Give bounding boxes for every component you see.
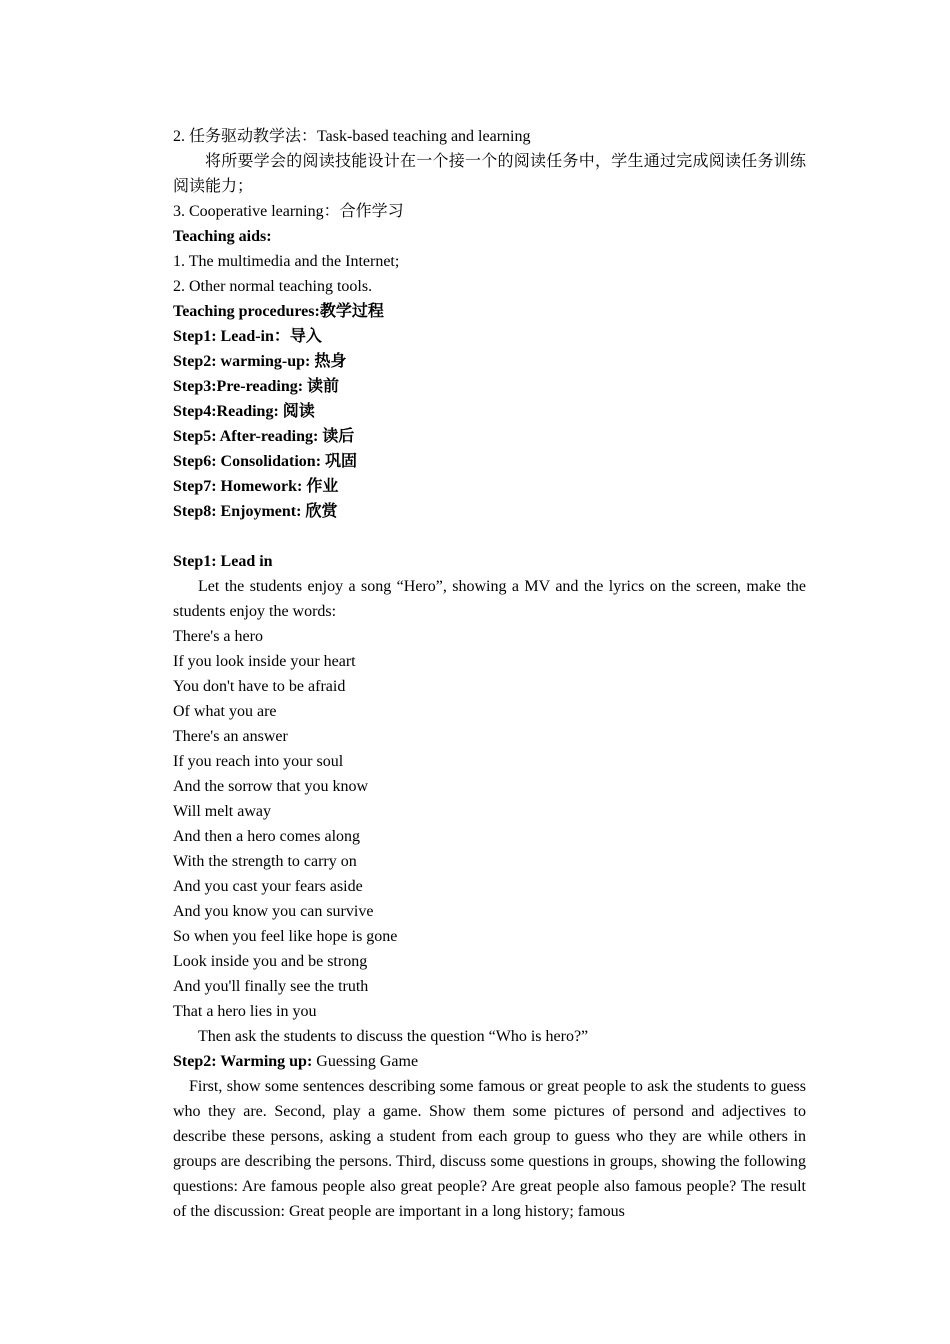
method-2-title: 2. 任务驱动教学法：Task-based teaching and learning	[173, 128, 531, 145]
lyric-line: There's an answer	[173, 728, 288, 745]
lyric-line: You don't have to be afraid	[173, 678, 346, 695]
procedure-step: Step4:Reading: 阅读	[173, 403, 315, 420]
lyric-line: And you know you can survive	[173, 903, 374, 920]
lyric-line: There's a hero	[173, 628, 263, 645]
method-3-title: 3. Cooperative learning：合作学习	[173, 203, 404, 220]
procedure-step: Step8: Enjoyment: 欣赏	[173, 503, 338, 520]
step1-heading: Step1: Lead in	[173, 553, 273, 570]
lyric-line: And the sorrow that you know	[173, 778, 369, 795]
step1-outro: Then ask the students to discuss the question “Who is hero?”	[198, 1028, 589, 1045]
teaching-procedures-heading: Teaching procedures:教学过程	[173, 303, 384, 320]
lyric-line: Of what you are	[173, 703, 277, 720]
lyric-line: And you'll finally see the truth	[173, 978, 369, 995]
procedure-step: Step1: Lead-in：导入	[173, 328, 322, 345]
spacer	[173, 524, 806, 549]
lyric-line: And then a hero comes along	[173, 828, 361, 845]
procedure-step: Step3:Pre-reading: 读前	[173, 378, 340, 395]
lyric-line: And you cast your fears aside	[173, 878, 363, 895]
step2-heading-line	[173, 1049, 806, 1074]
procedure-step: Step2: warming-up: 热身	[173, 353, 347, 370]
step2-body: First, show some sentences describing some famous or great people to ask the students to guess who they are. Second, play a game. Show them some pictures of persond and adjectives to describe these persons, asking a student from each group to guess who they are while others in groups are describing the persons. Third, discuss some questions in groups, showing the following questions: Are famous people also great people? Are great people also famous people? The result of the discussion: Great people are important in a long history; famous	[173, 1078, 806, 1220]
document-page	[173, 124, 806, 1224]
lyric-line: Look inside you and be strong	[173, 953, 368, 970]
lyric-line: With the strength to carry on	[173, 853, 357, 870]
procedure-step: Step7: Homework: 作业	[173, 478, 339, 495]
lyric-line: Will melt away	[173, 803, 271, 820]
step1-intro: Let the students enjoy a song “Hero”, showing a MV and the lyrics on the screen, make the students enjoy the words:	[173, 578, 806, 620]
teaching-aids-heading: Teaching aids:	[173, 228, 272, 245]
lyric-line: If you reach into your soul	[173, 753, 344, 770]
teaching-aid-item: 2. Other normal teaching tools.	[173, 278, 373, 295]
procedure-step: Step6: Consolidation: 巩固	[173, 453, 358, 470]
lyric-line: That a hero lies in you	[173, 1003, 317, 1020]
step2-heading: Step2: Warming up:	[173, 1053, 313, 1070]
lyric-line: If you look inside your heart	[173, 653, 356, 670]
method-2-description: 将所要学会的阅读技能设计在一个接一个的阅读任务中，学生通过完成阅读任务训练阅读能力；	[173, 153, 806, 195]
lyric-line: So when you feel like hope is gone	[173, 928, 398, 945]
step2-heading-rest: Guessing Game	[312, 1053, 419, 1070]
song-lyrics	[173, 624, 806, 1024]
teaching-aid-item: 1. The multimedia and the Internet;	[173, 253, 400, 270]
procedure-step: Step5: After-reading: 读后	[173, 428, 355, 445]
